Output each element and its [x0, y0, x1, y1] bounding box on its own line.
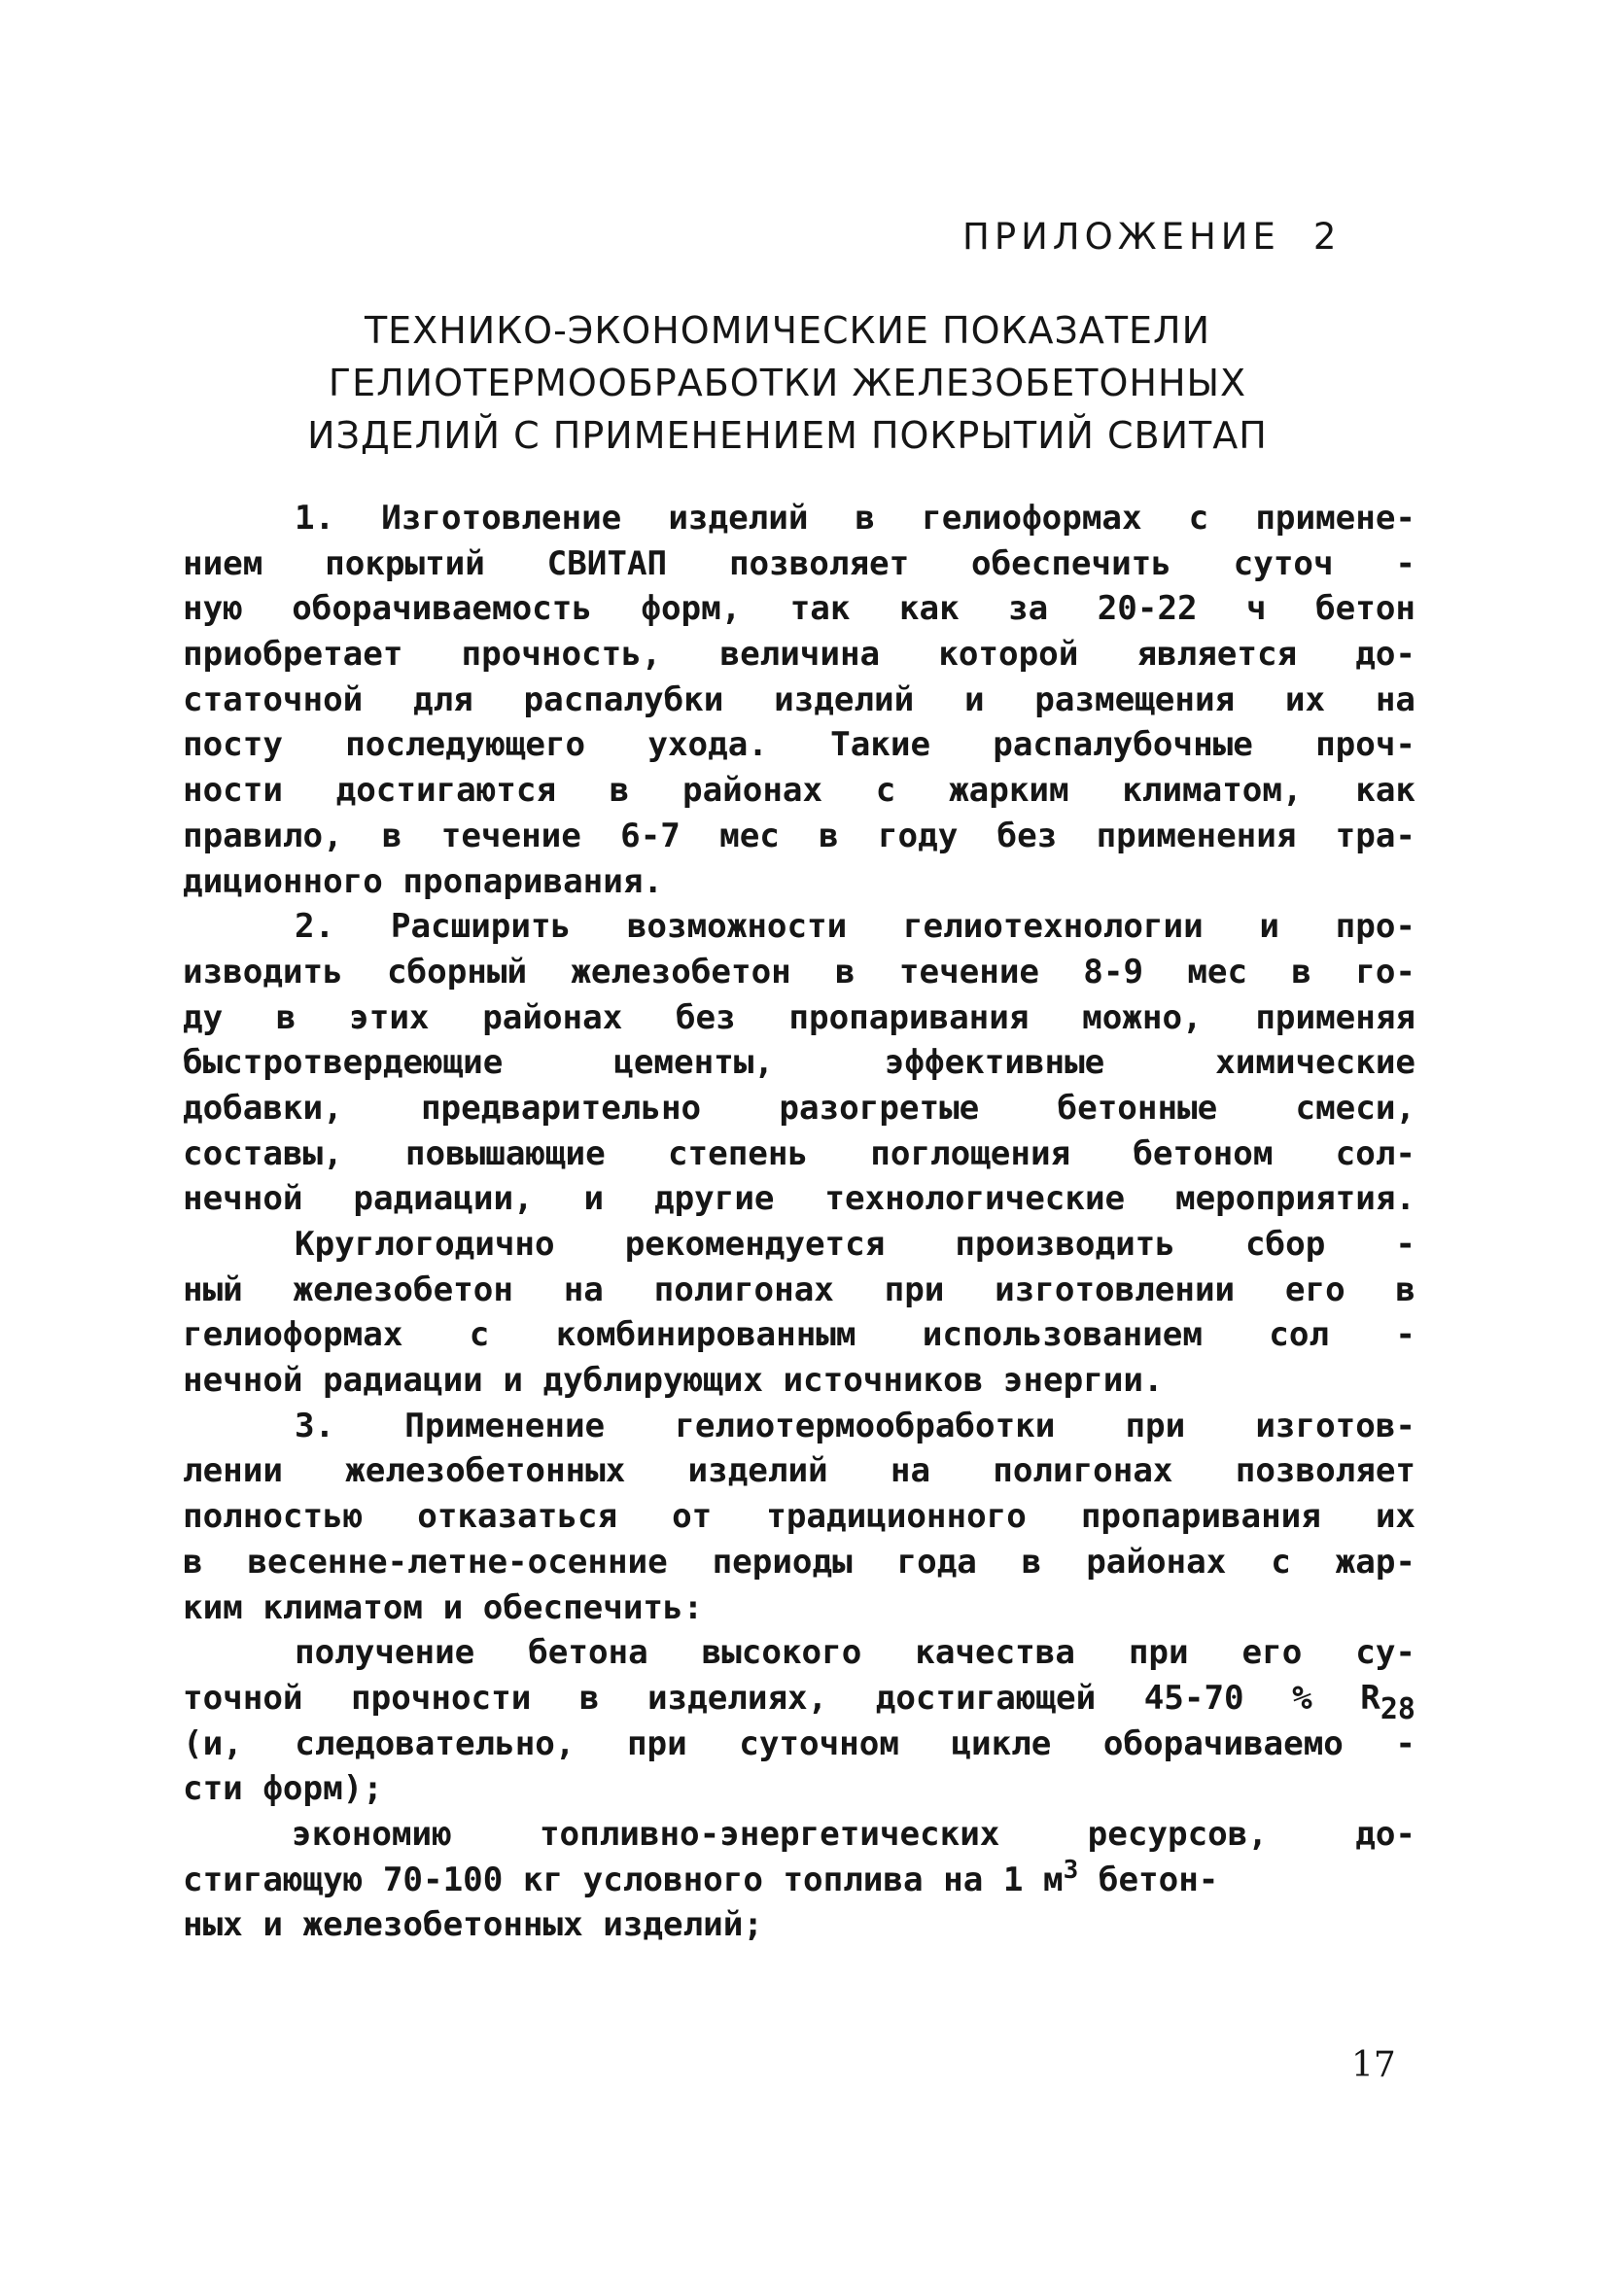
text-line: ный железобетон на полигонах при изготовлении его в [183, 1270, 1415, 1309]
document-title [175, 304, 1400, 462]
text-line: ных и железобетонных изделий; [183, 1905, 763, 1945]
text-line: гелиоформах с комбинированным использованием сол - [183, 1315, 1415, 1355]
subscript: 28 [1380, 1691, 1415, 1726]
appendix-heading [962, 216, 1341, 258]
text-line: экономию топливно-энергетических ресурсов, до- [292, 1814, 1415, 1854]
text-line: нечной радиации, и другие технологические мероприятия. [183, 1179, 1415, 1219]
page-number: 17 [1351, 2045, 1396, 2085]
text-fragment: бетон- [1078, 1860, 1219, 1899]
text-line: составы, повышающие степень поглощения бетоном сол- [183, 1133, 1415, 1173]
text-line: ду в этих районах без пропаривания можно, применяя [183, 997, 1415, 1037]
text-line: добавки, предварительно разогретые бетонные смеси, [183, 1088, 1415, 1128]
text-line: сти форм); [183, 1769, 383, 1809]
text-line-with-subscript [183, 1676, 1415, 1726]
title-line: ГЕЛИОТЕРМООБРАБОТКИ ЖЕЛЕЗОБЕТОННЫХ [328, 362, 1247, 404]
text-line: нием покрытий СВИТАП позволяет обеспечить суточ - [183, 543, 1415, 583]
text-line: получение бетона высокого качества при его су- [295, 1633, 1415, 1673]
document-body [183, 496, 1415, 1948]
appendix-number: 2 [1312, 216, 1342, 258]
superscript: 3 [1063, 1855, 1079, 1885]
appendix-label: ПРИЛОЖЕНИЕ [962, 216, 1280, 258]
text-line: Круглогодично рекомендуется производить сбор - [295, 1225, 1415, 1264]
text-line: нечной радиации и дублирующих источников энергии. [183, 1361, 1164, 1401]
text-line-with-superscript [183, 1855, 1415, 1903]
text-line: ким климатом и обеспечить: [183, 1587, 704, 1627]
text-fragment: точной прочности в изделиях, достигающей 45-70 % R [183, 1678, 1380, 1718]
text-line: лении железобетонных изделий на полигонах позволяет [183, 1451, 1415, 1491]
text-line: 1. Изготовление изделий в гелиоформах с примене- [295, 499, 1415, 538]
text-line: быстротвердеющие цементы, эффективные химические [183, 1043, 1415, 1083]
text-line: изводить сборный железобетон в течение 8-9 мес в го- [183, 952, 1415, 991]
title-line: ТЕХНИКО-ЭКОНОМИЧЕСКИЕ ПОКАЗАТЕЛИ [364, 309, 1211, 352]
text-line: статочной для распалубки изделий и размещения их на [183, 679, 1415, 719]
text-line: 3. Применение гелиотермообработки при изготов- [295, 1406, 1415, 1445]
text-line: ную оборачиваемость форм, так как за 20-22 ч бетон [183, 589, 1415, 629]
text-line: 2. Расширить возможности гелиотехнологии и про- [295, 907, 1415, 947]
text-line: полностью отказаться от традиционного пропаривания их [183, 1497, 1415, 1537]
title-line: ИЗДЕЛИЙ С ПРИМЕНЕНИЕМ ПОКРЫТИЙ СВИТАП [307, 414, 1268, 457]
text-line: в весенне-летне-осенние периоды года в районах с жар- [183, 1542, 1415, 1582]
text-line: приобретает прочность, величина которой является до- [183, 635, 1415, 675]
text-line: посту последующего ухода. Такие распалубочные проч- [183, 725, 1415, 765]
text-fragment: стигающую 70-100 кг условного топлива на 1 м [183, 1860, 1064, 1899]
text-line: ности достигаются в районах с жарким климатом, как [183, 771, 1415, 811]
text-line: (и, следовательно, при суточном цикле оборачиваемо - [183, 1723, 1415, 1763]
text-line: правило, в течение 6-7 мес в году без применения тра- [183, 816, 1415, 855]
text-line: диционного пропаривания. [183, 861, 663, 901]
